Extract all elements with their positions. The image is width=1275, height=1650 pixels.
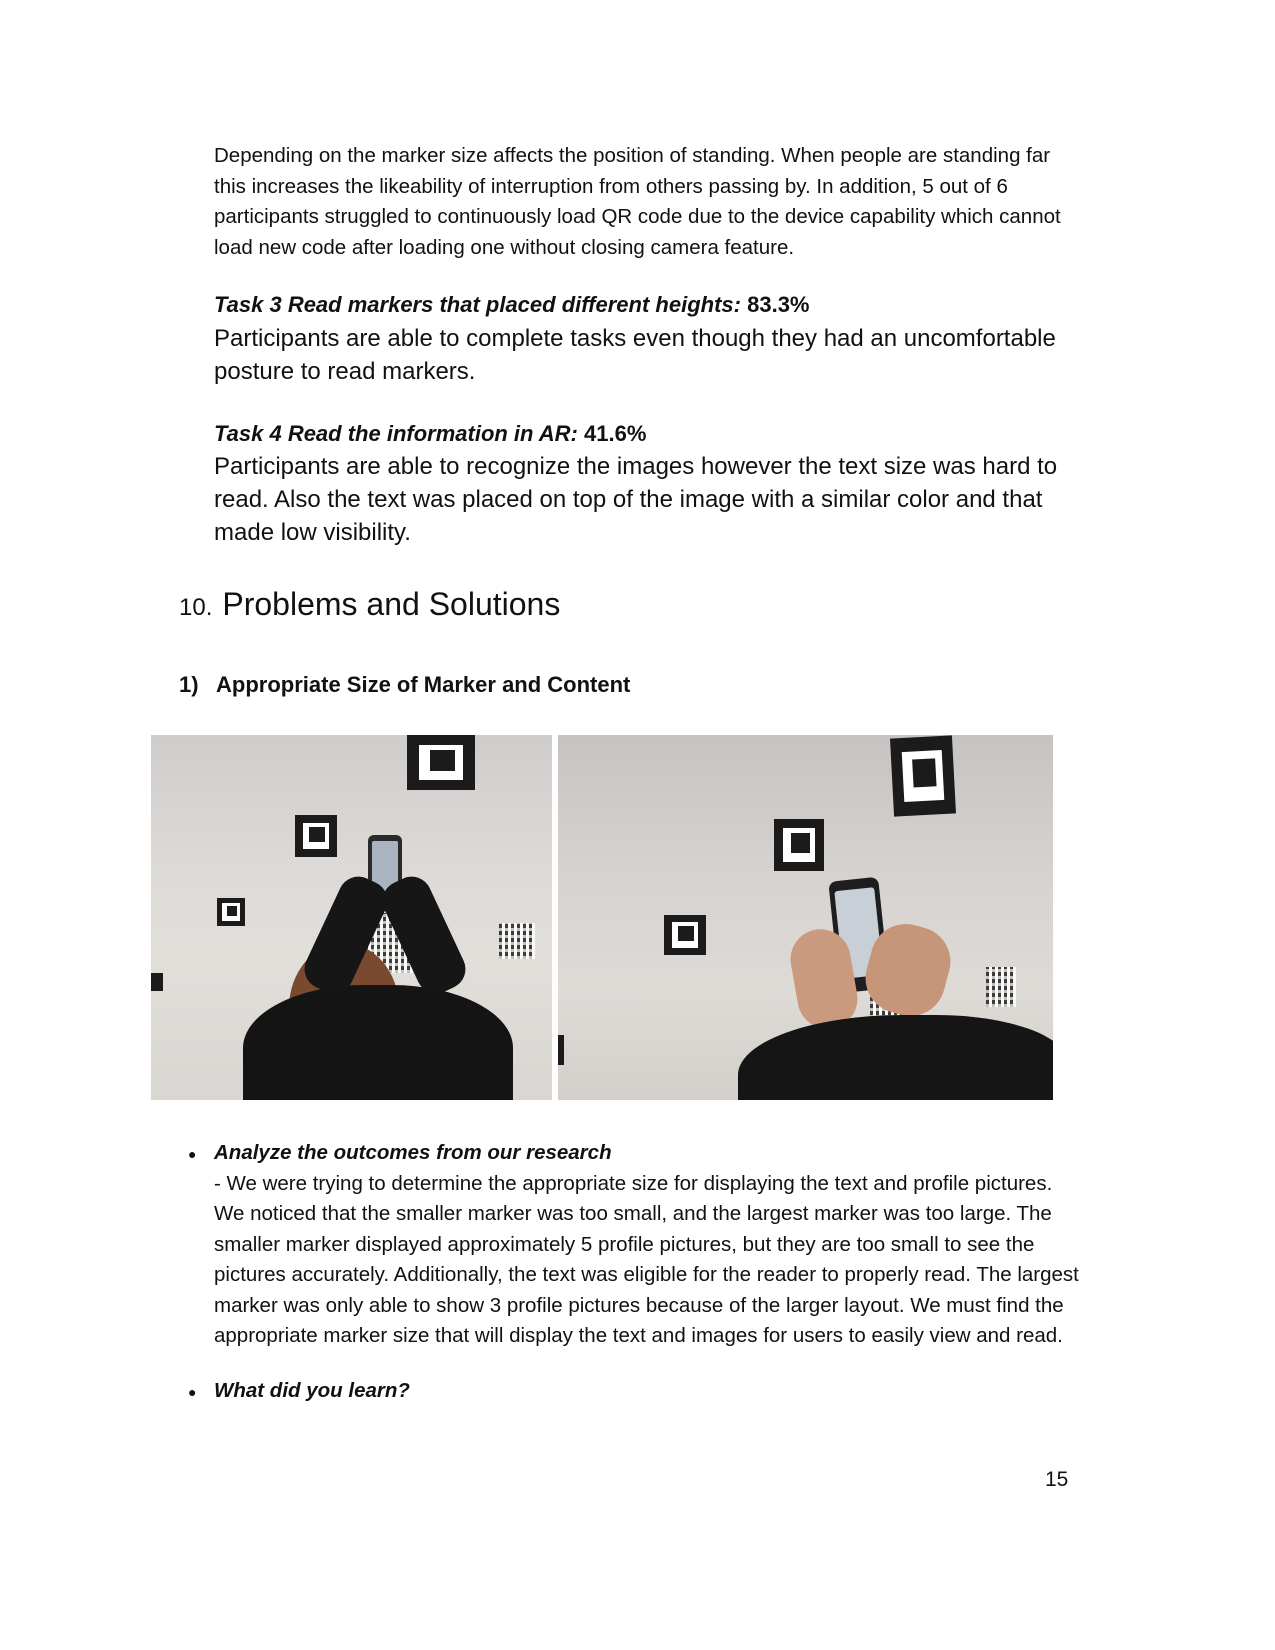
qr-code-small [499, 923, 535, 959]
qr-code-small [986, 967, 1016, 1007]
page-number: 15 [1045, 1468, 1069, 1491]
photo-user-scanning-markers-1 [151, 735, 552, 1100]
bullet-title-1: Analyze the outcomes from our research [214, 1141, 612, 1164]
bullet-item-2 [214, 1376, 1084, 1407]
bullet-title-2: What did you learn? [214, 1379, 410, 1402]
task3-heading [214, 290, 1094, 320]
person-body [243, 985, 513, 1100]
task4-heading [214, 419, 1094, 449]
task3-body: Participants are able to complete tasks even though they had an uncomfortable posture to read markers. [214, 325, 1056, 385]
task3-percent: 83.3% [747, 292, 810, 317]
bullet-body-1: - We were trying to determine the appropriate size for displaying the text and profile pictures. We noticed that the smaller marker was too small, and the largest marker was too large. The smaller marker displayed approximately 5 profile pictures, but they are too small to see the pictures accurately. Additionally, the text was eligible for the reader to properly read. The largest marker was only able to show 3 profile pictures because of the larger layout. We must find the appropriate marker size that will display the text and images for users to easily view and read. [214, 1171, 1079, 1347]
task3-label: Task 3 [214, 292, 282, 317]
task4-label: Task 4 [214, 421, 282, 446]
section-title: Problems and Solutions [222, 586, 561, 622]
photo-user-scanning-markers-2 [558, 735, 1053, 1100]
subsection-title: Appropriate Size of Marker and Content [216, 672, 631, 697]
marker-small [217, 898, 245, 926]
subsection-heading [179, 670, 630, 700]
marker-medium [295, 815, 337, 857]
task4-body: Participants are able to recognize the images however the text size was hard to read. Also the text was placed on top of the image with a similar color and that made low visibility. [214, 453, 1058, 546]
marker-large [890, 735, 956, 816]
marker-edge [151, 973, 163, 991]
bullet-dot-2: ● [188, 1384, 197, 1400]
marker-medium [774, 819, 824, 871]
person-arm [738, 1015, 1053, 1100]
task4-title: Read the information in AR: [287, 421, 578, 446]
marker-small [664, 915, 706, 955]
section-heading [179, 584, 560, 628]
section-number: 10. [179, 594, 213, 621]
intro-paragraph: Depending on the marker size affects the position of standing. When people are standing far this increases the likeability of interruption from others passing by. In addition, 5 out of 6 participants struggled to continuously load QR code due to the device capability which cannot load new code after loading one without closing camera feature. [214, 144, 1061, 259]
task3-title: Read markers that placed different heights: [287, 292, 741, 317]
subsection-number: 1) [179, 672, 199, 697]
task4-percent: 41.6% [584, 421, 647, 446]
marker-edge [558, 1035, 564, 1065]
marker-large [407, 735, 475, 790]
bullet-dot-1: ● [188, 1146, 197, 1162]
bullet-item-1 [214, 1138, 1084, 1352]
